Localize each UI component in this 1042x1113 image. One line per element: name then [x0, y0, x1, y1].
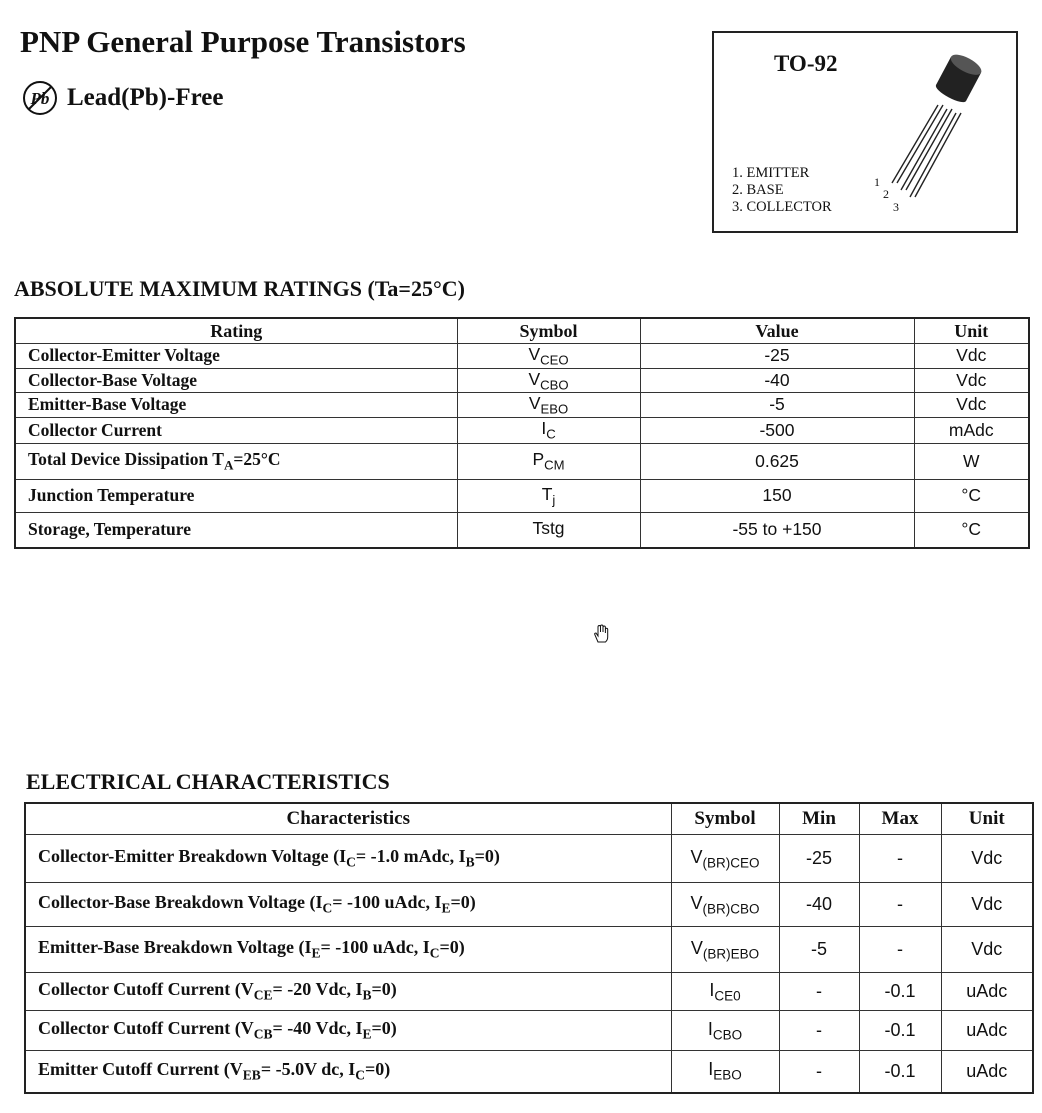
symbol-cell: $V_{CBO}$ — [457, 368, 640, 393]
svg-text:3: 3 — [893, 200, 899, 214]
header-min: Min — [779, 803, 859, 835]
min-cell: -5 — [779, 927, 859, 973]
unit-cell: uAdc — [941, 1051, 1033, 1093]
unit-cell: Vdc — [941, 927, 1033, 973]
max-cell: -0.1 — [859, 1011, 941, 1051]
rating-cell: Collector-Emitter Voltage — [15, 344, 457, 369]
symbol-cell: Tstg — [457, 512, 640, 548]
unit-cell: uAdc — [941, 973, 1033, 1011]
lead-free-mark — [22, 80, 223, 116]
characteristic-cell: Collector-Base Breakdown Voltage ($I_C= -100$ uAdc, $I_E=0$) — [25, 883, 671, 927]
value-cell: -55 to +150 — [640, 512, 914, 548]
characteristic-cell: Collector-Emitter Breakdown Voltage ($I_C= -1.0$ mAdc, $I_B=0$) — [25, 835, 671, 883]
header-value: Value — [640, 318, 914, 344]
header-unit: Unit — [941, 803, 1033, 835]
table-row — [15, 344, 1029, 369]
table-row — [15, 393, 1029, 418]
svg-text:1: 1 — [874, 175, 880, 189]
rating-cell: Collector-Base Voltage — [15, 368, 457, 393]
symbol-cell: $T_j$ — [457, 479, 640, 512]
symbol-cell: $V_{(BR)EBO}$ — [671, 927, 779, 973]
characteristic-cell: Emitter-Base Breakdown Voltage ($I_E= -100$ uAdc, $I_C=0$) — [25, 927, 671, 973]
rating-cell: Storage, Temperature — [15, 512, 457, 548]
header-characteristics: Characteristics — [25, 803, 671, 835]
symbol-cell: $I_C$ — [457, 417, 640, 443]
rating-cell: Collector Current — [15, 417, 457, 443]
min-cell: - — [779, 1051, 859, 1093]
pin-2-label: 2. BASE — [732, 182, 784, 198]
symbol-cell: $V_{CEO}$ — [457, 344, 640, 369]
unit-cell: °C — [914, 512, 1029, 548]
header-symbol: Symbol — [457, 318, 640, 344]
hand-cursor-icon — [592, 624, 610, 644]
pin-list — [732, 165, 832, 216]
table-row — [25, 927, 1033, 973]
unit-cell: °C — [914, 479, 1029, 512]
table-header-row — [25, 803, 1033, 835]
header-unit: Unit — [914, 318, 1029, 344]
package-box — [712, 31, 1018, 233]
value-cell: 150 — [640, 479, 914, 512]
value-cell: -500 — [640, 417, 914, 443]
rating-cell: Emitter-Base Voltage — [15, 393, 457, 418]
unit-cell: Vdc — [914, 393, 1029, 418]
value-cell: -5 — [640, 393, 914, 418]
value-cell: 0.625 — [640, 443, 914, 479]
rating-cell: Total Device Dissipation $T_A=25^\circ C$ — [15, 443, 457, 479]
unit-cell: mAdc — [914, 417, 1029, 443]
document-title: PNP General Purpose Transistors — [20, 24, 466, 59]
header-max: Max — [859, 803, 941, 835]
symbol-cell: $I_{CE0}$ — [671, 973, 779, 1011]
characteristic-cell: Collector Cutoff Current ($V_{CB}= -40$ Vdc, $I_E=0$) — [25, 1011, 671, 1051]
abs-max-table — [14, 317, 1030, 549]
table-row — [25, 973, 1033, 1011]
symbol-cell: $I_{CBO}$ — [671, 1011, 779, 1051]
max-cell: -0.1 — [859, 973, 941, 1011]
elec-char-title: ELECTRICAL CHARACTERISTICS — [26, 769, 390, 794]
value-cell: -40 — [640, 368, 914, 393]
unit-cell: Vdc — [941, 883, 1033, 927]
table-row — [15, 417, 1029, 443]
svg-text:Pb: Pb — [30, 89, 50, 108]
unit-cell: Vdc — [941, 835, 1033, 883]
lead-free-label: Lead(Pb)-Free — [67, 84, 224, 111]
symbol-cell: $V_{(BR)CBO}$ — [671, 883, 779, 927]
unit-cell: uAdc — [941, 1011, 1033, 1051]
max-cell: - — [859, 927, 941, 973]
table-row — [25, 1051, 1033, 1093]
table-row — [15, 443, 1029, 479]
symbol-cell: $I_{EBO}$ — [671, 1051, 779, 1093]
unit-cell: Vdc — [914, 344, 1029, 369]
min-cell: -25 — [779, 835, 859, 883]
unit-cell: Vdc — [914, 368, 1029, 393]
table-row — [25, 883, 1033, 927]
max-cell: -0.1 — [859, 1051, 941, 1093]
table-row — [15, 512, 1029, 548]
rating-cell: Junction Temperature — [15, 479, 457, 512]
elec-char-table — [24, 802, 1034, 1094]
table-row — [25, 835, 1033, 883]
symbol-cell: $V_{(BR)CEO}$ — [671, 835, 779, 883]
min-cell: - — [779, 973, 859, 1011]
max-cell: - — [859, 883, 941, 927]
to92-package-icon — [864, 43, 1014, 223]
pin-3-label: 3. COLLECTOR — [732, 199, 832, 215]
header-rating: Rating — [15, 318, 457, 344]
pin-1-label: 1. EMITTER — [732, 165, 810, 181]
min-cell: - — [779, 1011, 859, 1051]
header-symbol: Symbol — [671, 803, 779, 835]
symbol-cell: $P_{CM}$ — [457, 443, 640, 479]
characteristic-cell: Emitter Cutoff Current ($V_{EB}= -5.0V$ dc, $I_C=0$) — [25, 1051, 671, 1093]
package-name: TO-92 — [774, 51, 838, 76]
abs-max-title: ABSOLUTE MAXIMUM RATINGS (Ta=25°C) — [14, 276, 465, 301]
lead-free-logo-icon — [22, 80, 58, 116]
table-row — [15, 368, 1029, 393]
table-row — [25, 1011, 1033, 1051]
symbol-cell: $V_{EBO}$ — [457, 393, 640, 418]
max-cell: - — [859, 835, 941, 883]
characteristic-cell: Collector Cutoff Current ($V_{CE}= -20$ Vdc, $I_B=0$) — [25, 973, 671, 1011]
table-header-row — [15, 318, 1029, 344]
svg-text:2: 2 — [883, 187, 889, 201]
unit-cell: W — [914, 443, 1029, 479]
value-cell: -25 — [640, 344, 914, 369]
min-cell: -40 — [779, 883, 859, 927]
table-row — [15, 479, 1029, 512]
